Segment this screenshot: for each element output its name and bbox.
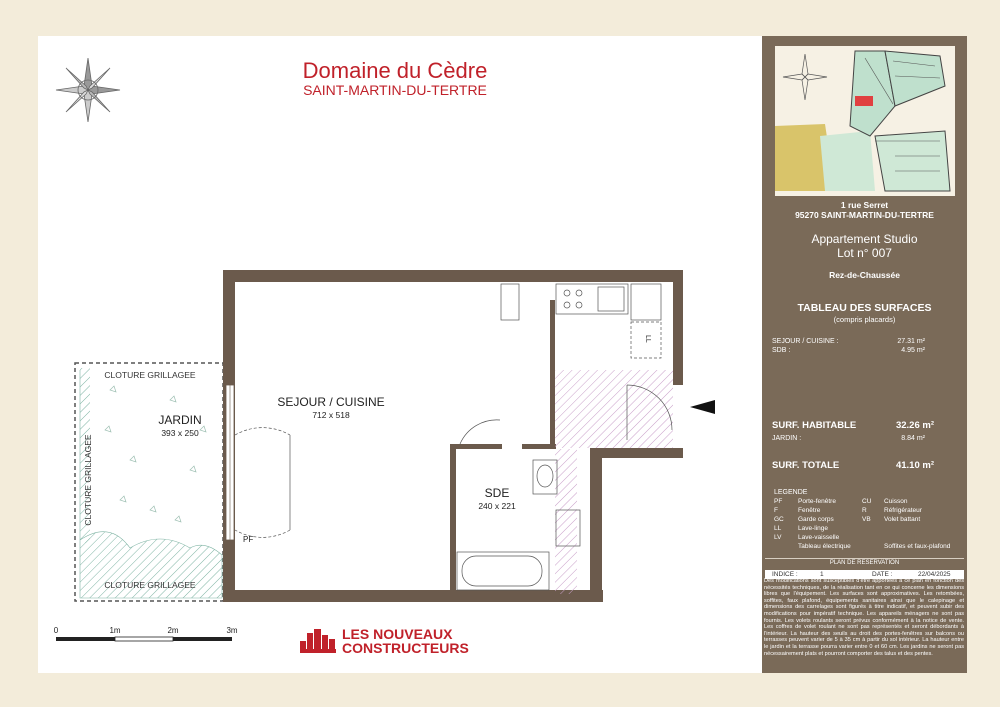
logo-buildings-icon <box>300 629 336 653</box>
legend-code-2: GC <box>774 516 784 523</box>
scale-tick-3: 3m <box>226 626 238 635</box>
legend-code-4: LV <box>774 534 782 541</box>
surface-value-bath: 4.95 m² <box>901 347 925 354</box>
project-title: Domaine du Cèdre <box>302 58 488 83</box>
date-label: DATE : <box>872 571 893 578</box>
legend-code2-2: VB <box>862 516 871 523</box>
surfaces-table-title: TABLEAU DES SURFACES <box>797 302 932 314</box>
total-value: 41.10 m² <box>895 460 934 471</box>
surface-value-living: 27.31 m² <box>897 338 925 345</box>
indice-value: 1 <box>820 571 824 578</box>
legend-title: LEGENDE <box>774 489 808 496</box>
room-dims-bathroom: 240 x 221 <box>478 501 516 511</box>
site-map <box>775 46 955 196</box>
garden-area <box>75 363 223 601</box>
room-dims-garden: 393 x 250 <box>161 428 199 438</box>
door-tag-pf: PF <box>243 535 254 544</box>
fence-label-left: CLOTURE GRILLAGEE <box>83 434 93 526</box>
fence-label-bottom: CLOTURE GRILLAGEE <box>104 580 196 590</box>
legend-text-3: Lave-linge <box>798 525 828 532</box>
scale-tick-0: 0 <box>53 626 59 635</box>
address-line1: 1 rue Serret <box>840 200 889 210</box>
scale-tick-1: 1m <box>109 626 121 635</box>
reservation-title: PLAN DE RESERVATION <box>829 560 900 566</box>
total-label: SURF. TOTALE <box>772 460 840 471</box>
legend-code-1: F <box>774 507 778 514</box>
project-city: SAINT-MARTIN-DU-TERTRE <box>303 82 487 98</box>
garden-label: JARDIN : <box>772 435 802 442</box>
garden-value: 8.84 m² <box>901 435 925 442</box>
legend-code2-0: CU <box>862 498 872 505</box>
lot-number: Lot n° 007 <box>837 246 892 260</box>
scale-bar <box>54 626 238 641</box>
legend-text2-1: Réfrigérateur <box>884 507 922 514</box>
legend-code-3: LL <box>774 525 782 532</box>
room-name-garden: JARDIN <box>158 413 202 427</box>
disclaimer-note: Des modifications sont susceptibles d'être apportées à ce plan en fonction des nécessités techniques, de la réalisation tant en ce qui concerne les dimensions libres que l'équipement. Les surfaces sont approximatives. Les retombées, soffites, faux plafond, équipements sanitaires ainsi que le calepinage et dimensions des carrelages sont figurés à titre indicatif, et peuvent subir des modifications pour impératif technique. Les appareils ménagers ne sont pas fournis. Les volets roulants seront prévus conformément à la notice de vente. Les coffres de volet roulant ne sont pas représentés et seront débordants à l'intérieur. La hauteur des seuils au droit des portes-fenêtres sur balcons ou terrasses peuvent varier de 5 à 35 cm à partir du sol intérieur. La hauteur entre le jardin et la terrasse pourra varier entre 0 et 60 cm. Les jardins ne seront pas nécessairement plats et pourront comporter des talus et des pentes. <box>764 578 964 657</box>
address-line2: 95270 SAINT-MARTIN-DU-TERTRE <box>795 210 934 220</box>
legend-text-1: Fenêtre <box>798 507 821 514</box>
lot-highlight <box>855 96 873 106</box>
logo-line2: CONSTRUCTEURS <box>342 640 469 656</box>
legend-text-5: Tableau électrique <box>798 543 851 550</box>
surface-label-living: SEJOUR / CUISINE : <box>772 338 839 345</box>
legend-text-2: Garde corps <box>798 516 834 523</box>
date-value: 22/04/2025 <box>918 571 951 578</box>
room-name-bathroom: SDE <box>484 486 510 500</box>
fence-label-top: CLOTURE GRILLAGEE <box>104 370 196 380</box>
apartment-type: Appartement Studio <box>811 232 918 246</box>
legend-text2-0: Cuisson <box>884 498 908 505</box>
legend-text-0: Porte-fenêtre <box>798 498 836 505</box>
indice-label: INDICE : <box>772 571 798 578</box>
habitable-label: SURF. HABITABLE <box>772 420 857 431</box>
entrance-arrow-icon <box>690 400 715 414</box>
habitable-value: 32.26 m² <box>895 420 934 431</box>
ll-tag: LL <box>644 335 651 343</box>
surfaces-table-subtitle: (compris placards) <box>833 315 896 324</box>
legend-text2-5: Soffites et faux-plafond <box>884 543 951 550</box>
legend-text-4: Lave-vaisselle <box>798 534 840 541</box>
logo-line1: LES NOUVEAUX <box>342 626 453 642</box>
company-logo <box>300 625 500 662</box>
legend-code-0: PF <box>774 498 783 505</box>
room-name-living: SEJOUR / CUISINE <box>277 395 385 409</box>
scale-tick-2: 2m <box>167 626 179 635</box>
surface-label-bath: SDB : <box>772 347 791 354</box>
legend-code2-1: R <box>862 507 867 514</box>
legend-text2-2: Volet battant <box>884 516 921 523</box>
level: Rez-de-Chaussée <box>829 270 900 280</box>
room-dims-living: 712 x 518 <box>312 410 350 420</box>
